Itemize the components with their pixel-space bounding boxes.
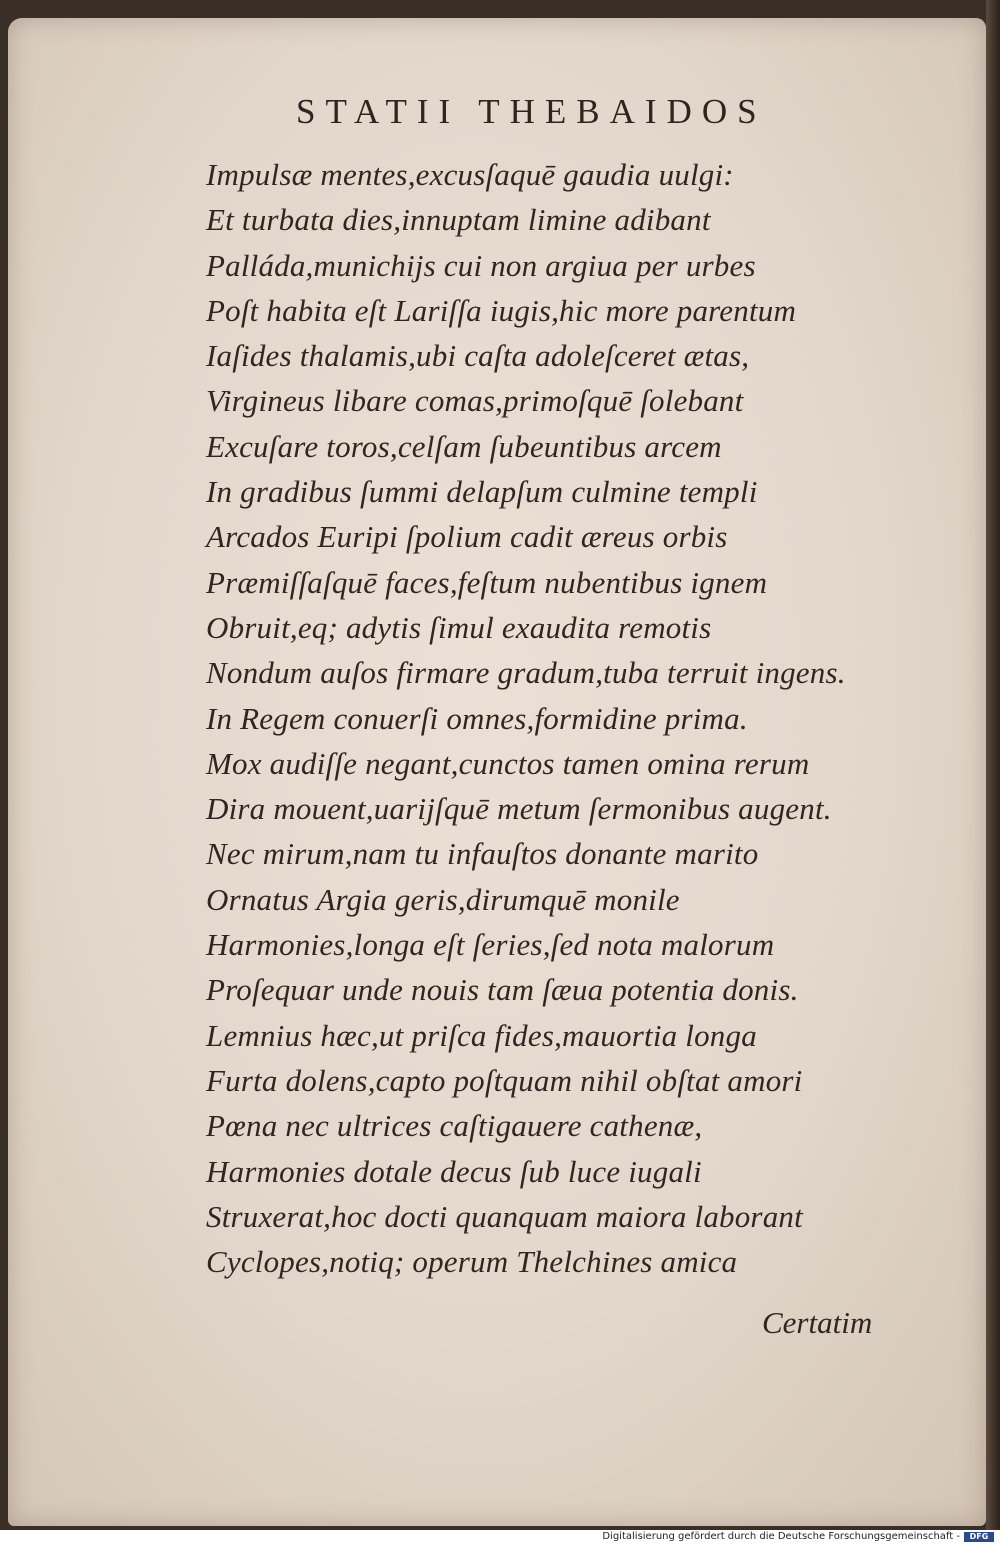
verse-line: Excuſare toros,celſam ſubeuntibus arcem bbox=[206, 428, 722, 464]
dfg-logo: DFG bbox=[964, 1532, 994, 1542]
verse-line: Struxerat,hoc docti quanquam maiora laborant bbox=[206, 1198, 803, 1234]
verse-line: Nec mirum,nam tu infauſtos donante marito bbox=[206, 836, 759, 872]
verse-line: Virgineus libare comas,primoſquē ſolebant bbox=[206, 383, 744, 419]
verse-line: Et turbata dies,innuptam limine adibant bbox=[206, 202, 711, 238]
book-spine-edge bbox=[986, 0, 1000, 1530]
verse-line: Iaſides thalamis,ubi caſta adoleſceret ætas, bbox=[206, 338, 750, 374]
catchword: Certatim bbox=[762, 1305, 873, 1340]
verse-line: Harmonies,longa eſt ſeries,ſed nota malorum bbox=[206, 927, 775, 963]
verse-line: In gradibus ſummi delapſum culmine templi bbox=[206, 474, 758, 510]
verse-line: Mox audiſſe negant,cunctos tamen omina rerum bbox=[206, 745, 810, 781]
verse-line: Proſequar unde nouis tam ſæua potentia donis. bbox=[206, 972, 799, 1008]
verse-line: Harmonies dotale decus ſub luce iugali bbox=[206, 1153, 702, 1189]
running-head: STATII THEBAIDOS bbox=[296, 92, 767, 131]
verse-line: Furta dolens,capto poſtquam nihil obſtat amori bbox=[206, 1062, 803, 1098]
verse-line: Arcados Euripi ſpolium cadit æreus orbis bbox=[206, 519, 728, 555]
verse-line: Impulsæ mentes,excusſaquē gaudia uulgi: bbox=[206, 157, 734, 192]
verse-line: Nondum auſos firmare gradum,tuba terruit ingens. bbox=[206, 655, 846, 691]
verse-line: Præmiſſaſquē faces,feſtum nubentibus ignem bbox=[206, 564, 768, 600]
verse-line: Poſt habita eſt Lariſſa iugis,hic more parentum bbox=[206, 292, 797, 328]
verse-line: Cyclopes,notiq; operum Thelchines amica bbox=[206, 1244, 738, 1280]
verse-line: Obruit,eq; adytis ſimul exaudita remotis bbox=[206, 609, 712, 645]
digitization-footer bbox=[0, 1530, 1000, 1544]
verse-line: Lemnius hæc,ut priſca fides,mauortia longa bbox=[206, 1017, 757, 1053]
verse-line: Dira mouent,uarijſquē metum ſermonibus augent. bbox=[206, 791, 832, 827]
verse-line: Pœna nec ultrices caſtigauere cathenæ, bbox=[206, 1108, 703, 1144]
verse-line: Ornatus Argia geris,dirumquē monile bbox=[206, 881, 680, 917]
verse-line: In Regem conuerſi omnes,formidine prima. bbox=[206, 700, 748, 736]
funding-credit: Digitalisierung gefördert durch die Deutsche Forschungsgemeinschaft - bbox=[602, 1531, 960, 1542]
verse-line: Palláda,munichijs cui non argiua per urbes bbox=[206, 247, 756, 283]
verse-text bbox=[206, 152, 846, 1284]
